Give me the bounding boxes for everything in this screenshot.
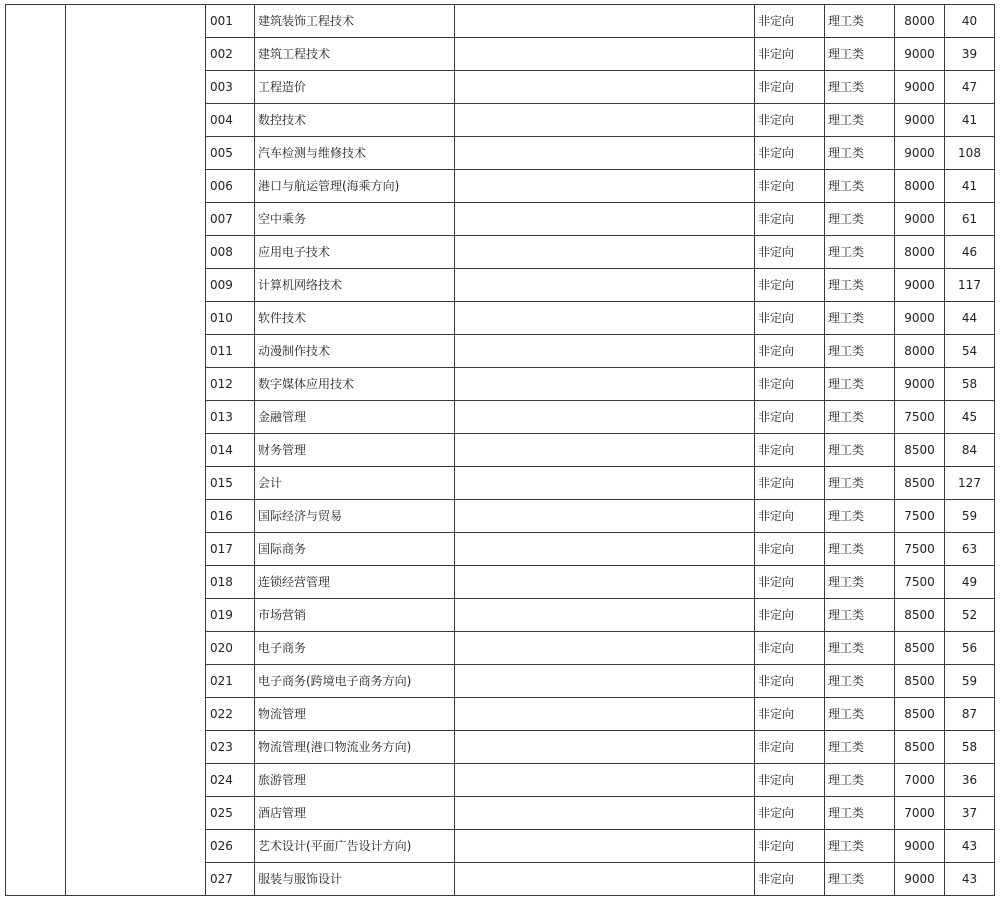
- major-code-cell: 021: [206, 665, 255, 698]
- subject-category-cell: 理工类: [825, 302, 895, 335]
- subject-category-cell: 理工类: [825, 863, 895, 896]
- plan-count-cell: 52: [945, 599, 995, 632]
- plan-type-cell: 非定向: [755, 401, 825, 434]
- plan-count-cell: 87: [945, 698, 995, 731]
- subject-category-cell: 理工类: [825, 5, 895, 38]
- plan-type-cell: 非定向: [755, 863, 825, 896]
- major-code-cell: 020: [206, 632, 255, 665]
- tuition-fee-cell: 8500: [895, 665, 945, 698]
- tuition-fee-cell: 8500: [895, 434, 945, 467]
- remarks-cell: [455, 830, 755, 863]
- remarks-cell: [455, 533, 755, 566]
- plan-type-cell: 非定向: [755, 203, 825, 236]
- subject-category-cell: 理工类: [825, 533, 895, 566]
- plan-type-cell: 非定向: [755, 500, 825, 533]
- remarks-cell: [455, 170, 755, 203]
- remarks-cell: [455, 137, 755, 170]
- tuition-fee-cell: 8500: [895, 698, 945, 731]
- plan-type-cell: 非定向: [755, 236, 825, 269]
- tuition-fee-cell: 9000: [895, 203, 945, 236]
- plan-type-cell: 非定向: [755, 632, 825, 665]
- tuition-fee-cell: 9000: [895, 137, 945, 170]
- remarks-cell: [455, 764, 755, 797]
- major-code-cell: 013: [206, 401, 255, 434]
- major-name-cell: 动漫制作技术: [255, 335, 455, 368]
- major-code-cell: 015: [206, 467, 255, 500]
- plan-count-cell: 41: [945, 170, 995, 203]
- tuition-fee-cell: 8500: [895, 632, 945, 665]
- remarks-cell: [455, 599, 755, 632]
- tuition-fee-cell: 8500: [895, 599, 945, 632]
- plan-count-cell: 117: [945, 269, 995, 302]
- remarks-cell: [455, 104, 755, 137]
- remarks-cell: [455, 5, 755, 38]
- major-code-cell: 023: [206, 731, 255, 764]
- subject-category-cell: 理工类: [825, 665, 895, 698]
- plan-count-cell: 45: [945, 401, 995, 434]
- tuition-fee-cell: 9000: [895, 104, 945, 137]
- plan-count-cell: 127: [945, 467, 995, 500]
- plan-type-cell: 非定向: [755, 71, 825, 104]
- subject-category-cell: 理工类: [825, 764, 895, 797]
- tuition-fee-cell: 8000: [895, 170, 945, 203]
- remarks-cell: [455, 434, 755, 467]
- plan-type-cell: 非定向: [755, 269, 825, 302]
- major-name-cell: 艺术设计(平面广告设计方向): [255, 830, 455, 863]
- tuition-fee-cell: 7500: [895, 500, 945, 533]
- tuition-fee-cell: 9000: [895, 830, 945, 863]
- plan-type-cell: 非定向: [755, 5, 825, 38]
- plan-count-cell: 41: [945, 104, 995, 137]
- plan-count-cell: 47: [945, 71, 995, 104]
- tuition-fee-cell: 7500: [895, 401, 945, 434]
- remarks-cell: [455, 302, 755, 335]
- plan-count-cell: 46: [945, 236, 995, 269]
- major-code-cell: 003: [206, 71, 255, 104]
- plan-count-cell: 43: [945, 863, 995, 896]
- major-code-cell: 018: [206, 566, 255, 599]
- plan-type-cell: 非定向: [755, 104, 825, 137]
- major-code-cell: 001: [206, 5, 255, 38]
- remarks-cell: [455, 863, 755, 896]
- major-code-cell: 006: [206, 170, 255, 203]
- subject-category-cell: 理工类: [825, 731, 895, 764]
- plan-count-cell: 36: [945, 764, 995, 797]
- subject-category-cell: 理工类: [825, 434, 895, 467]
- subject-category-cell: 理工类: [825, 797, 895, 830]
- major-name-cell: 建筑装饰工程技术: [255, 5, 455, 38]
- major-code-cell: 014: [206, 434, 255, 467]
- major-name-cell: 汽车检测与维修技术: [255, 137, 455, 170]
- subject-category-cell: 理工类: [825, 368, 895, 401]
- plan-type-cell: 非定向: [755, 335, 825, 368]
- merged-cell-school: [6, 5, 66, 896]
- major-name-cell: 连锁经营管理: [255, 566, 455, 599]
- plan-count-cell: 63: [945, 533, 995, 566]
- tuition-fee-cell: 7500: [895, 533, 945, 566]
- remarks-cell: [455, 698, 755, 731]
- remarks-cell: [455, 632, 755, 665]
- tuition-fee-cell: 9000: [895, 71, 945, 104]
- remarks-cell: [455, 401, 755, 434]
- major-name-cell: 工程造价: [255, 71, 455, 104]
- major-name-cell: 旅游管理: [255, 764, 455, 797]
- plan-type-cell: 非定向: [755, 731, 825, 764]
- major-name-cell: 港口与航运管理(海乘方向): [255, 170, 455, 203]
- plan-count-cell: 59: [945, 500, 995, 533]
- tuition-fee-cell: 9000: [895, 38, 945, 71]
- plan-count-cell: 44: [945, 302, 995, 335]
- enrollment-plan-table: [5, 4, 995, 896]
- plan-count-cell: 58: [945, 368, 995, 401]
- plan-count-cell: 84: [945, 434, 995, 467]
- plan-type-cell: 非定向: [755, 830, 825, 863]
- plan-type-cell: 非定向: [755, 467, 825, 500]
- major-name-cell: 电子商务: [255, 632, 455, 665]
- table-body: [6, 5, 995, 896]
- major-name-cell: 空中乘务: [255, 203, 455, 236]
- major-code-cell: 026: [206, 830, 255, 863]
- subject-category-cell: 理工类: [825, 104, 895, 137]
- subject-category-cell: 理工类: [825, 269, 895, 302]
- plan-type-cell: 非定向: [755, 170, 825, 203]
- plan-type-cell: 非定向: [755, 566, 825, 599]
- subject-category-cell: 理工类: [825, 500, 895, 533]
- tuition-fee-cell: 8500: [895, 467, 945, 500]
- remarks-cell: [455, 566, 755, 599]
- subject-category-cell: 理工类: [825, 698, 895, 731]
- remarks-cell: [455, 368, 755, 401]
- tuition-fee-cell: 9000: [895, 863, 945, 896]
- plan-type-cell: 非定向: [755, 434, 825, 467]
- plan-type-cell: 非定向: [755, 599, 825, 632]
- major-code-cell: 004: [206, 104, 255, 137]
- major-code-cell: 019: [206, 599, 255, 632]
- plan-type-cell: 非定向: [755, 137, 825, 170]
- major-name-cell: 国际商务: [255, 533, 455, 566]
- major-code-cell: 027: [206, 863, 255, 896]
- plan-count-cell: 43: [945, 830, 995, 863]
- major-code-cell: 010: [206, 302, 255, 335]
- remarks-cell: [455, 467, 755, 500]
- plan-count-cell: 40: [945, 5, 995, 38]
- major-code-cell: 007: [206, 203, 255, 236]
- major-code-cell: 012: [206, 368, 255, 401]
- subject-category-cell: 理工类: [825, 38, 895, 71]
- tuition-fee-cell: 9000: [895, 302, 945, 335]
- tuition-fee-cell: 8000: [895, 5, 945, 38]
- plan-count-cell: 39: [945, 38, 995, 71]
- plan-count-cell: 54: [945, 335, 995, 368]
- plan-type-cell: 非定向: [755, 665, 825, 698]
- subject-category-cell: 理工类: [825, 236, 895, 269]
- major-name-cell: 软件技术: [255, 302, 455, 335]
- tuition-fee-cell: 7000: [895, 797, 945, 830]
- major-code-cell: 022: [206, 698, 255, 731]
- remarks-cell: [455, 500, 755, 533]
- major-code-cell: 009: [206, 269, 255, 302]
- major-code-cell: 016: [206, 500, 255, 533]
- remarks-cell: [455, 38, 755, 71]
- major-code-cell: 002: [206, 38, 255, 71]
- plan-count-cell: 58: [945, 731, 995, 764]
- plan-type-cell: 非定向: [755, 38, 825, 71]
- plan-count-cell: 37: [945, 797, 995, 830]
- major-name-cell: 金融管理: [255, 401, 455, 434]
- major-code-cell: 008: [206, 236, 255, 269]
- table-row: [6, 5, 995, 38]
- major-name-cell: 数字媒体应用技术: [255, 368, 455, 401]
- major-code-cell: 025: [206, 797, 255, 830]
- major-name-cell: 服装与服饰设计: [255, 863, 455, 896]
- major-name-cell: 财务管理: [255, 434, 455, 467]
- major-name-cell: 电子商务(跨境电子商务方向): [255, 665, 455, 698]
- remarks-cell: [455, 269, 755, 302]
- major-name-cell: 国际经济与贸易: [255, 500, 455, 533]
- plan-type-cell: 非定向: [755, 302, 825, 335]
- subject-category-cell: 理工类: [825, 632, 895, 665]
- subject-category-cell: 理工类: [825, 203, 895, 236]
- tuition-fee-cell: 9000: [895, 269, 945, 302]
- major-name-cell: 市场营销: [255, 599, 455, 632]
- tuition-fee-cell: 7000: [895, 764, 945, 797]
- major-code-cell: 005: [206, 137, 255, 170]
- tuition-fee-cell: 8000: [895, 236, 945, 269]
- subject-category-cell: 理工类: [825, 599, 895, 632]
- plan-count-cell: 59: [945, 665, 995, 698]
- remarks-cell: [455, 236, 755, 269]
- tuition-fee-cell: 8500: [895, 731, 945, 764]
- plan-type-cell: 非定向: [755, 533, 825, 566]
- major-name-cell: 建筑工程技术: [255, 38, 455, 71]
- plan-count-cell: 108: [945, 137, 995, 170]
- remarks-cell: [455, 665, 755, 698]
- subject-category-cell: 理工类: [825, 467, 895, 500]
- subject-category-cell: 理工类: [825, 137, 895, 170]
- major-name-cell: 物流管理(港口物流业务方向): [255, 731, 455, 764]
- major-code-cell: 017: [206, 533, 255, 566]
- major-name-cell: 应用电子技术: [255, 236, 455, 269]
- plan-type-cell: 非定向: [755, 764, 825, 797]
- plan-count-cell: 56: [945, 632, 995, 665]
- tuition-fee-cell: 9000: [895, 368, 945, 401]
- remarks-cell: [455, 335, 755, 368]
- major-name-cell: 会计: [255, 467, 455, 500]
- major-name-cell: 酒店管理: [255, 797, 455, 830]
- remarks-cell: [455, 731, 755, 764]
- plan-count-cell: 49: [945, 566, 995, 599]
- tuition-fee-cell: 7500: [895, 566, 945, 599]
- major-name-cell: 计算机网络技术: [255, 269, 455, 302]
- plan-type-cell: 非定向: [755, 368, 825, 401]
- plan-type-cell: 非定向: [755, 698, 825, 731]
- subject-category-cell: 理工类: [825, 830, 895, 863]
- major-name-cell: 物流管理: [255, 698, 455, 731]
- major-name-cell: 数控技术: [255, 104, 455, 137]
- remarks-cell: [455, 71, 755, 104]
- merged-cell-group: [66, 5, 206, 896]
- tuition-fee-cell: 8000: [895, 335, 945, 368]
- subject-category-cell: 理工类: [825, 401, 895, 434]
- major-code-cell: 011: [206, 335, 255, 368]
- subject-category-cell: 理工类: [825, 71, 895, 104]
- subject-category-cell: 理工类: [825, 335, 895, 368]
- plan-count-cell: 61: [945, 203, 995, 236]
- subject-category-cell: 理工类: [825, 566, 895, 599]
- major-code-cell: 024: [206, 764, 255, 797]
- plan-type-cell: 非定向: [755, 797, 825, 830]
- subject-category-cell: 理工类: [825, 170, 895, 203]
- remarks-cell: [455, 797, 755, 830]
- remarks-cell: [455, 203, 755, 236]
